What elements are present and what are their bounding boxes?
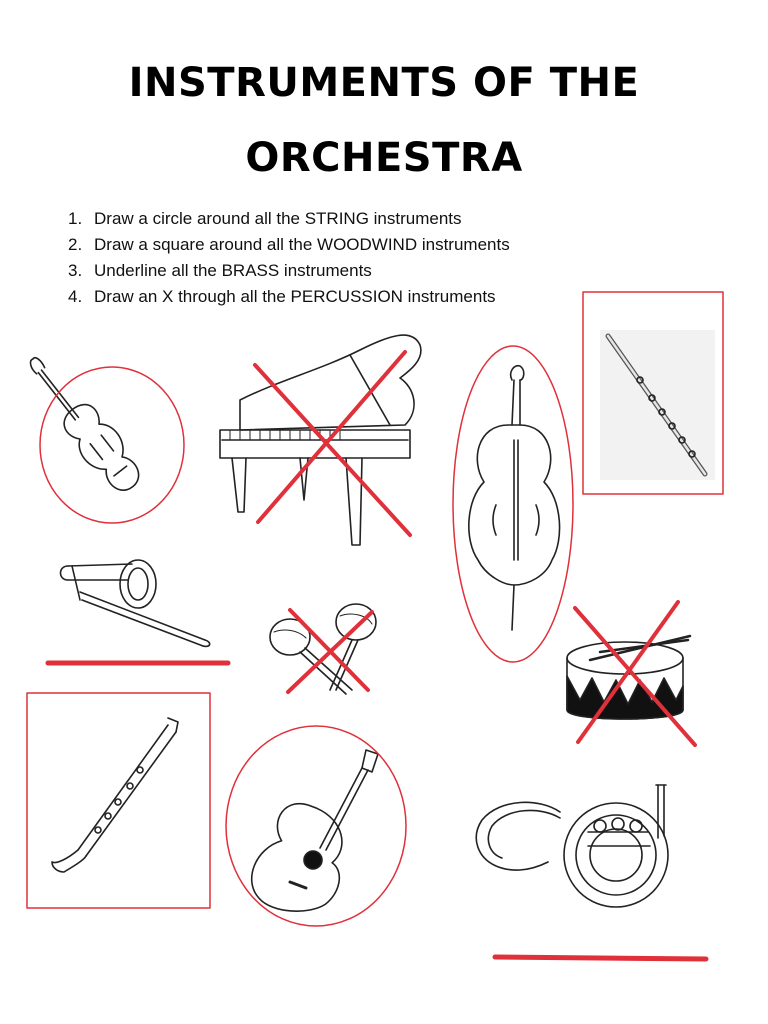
instruction-item: 4. Draw an X through all the PERCUSSION instruments	[68, 287, 496, 306]
page-title-line-2: ORCHESTRA	[245, 135, 523, 181]
page-title-line-1: INSTRUMENTS OF THE	[128, 60, 640, 106]
instruction-item: 1. Draw a circle around all the STRING instruments	[68, 209, 462, 228]
instruction-item: 2. Draw a square around all the WOODWIND instruments	[68, 235, 510, 254]
clarinet-drawing	[52, 718, 178, 872]
woodwind-square-mark	[27, 693, 210, 908]
snare-drum-drawing	[567, 636, 690, 719]
percussion-x-mark	[255, 352, 410, 535]
instruction-item: 3. Underline all the BRASS instruments	[68, 261, 372, 280]
string-circle-mark	[226, 726, 406, 926]
brass-underline-mark	[495, 957, 706, 959]
french-horn-drawing	[476, 785, 668, 907]
double-bass-drawing	[469, 366, 560, 630]
percussion-x-mark	[575, 602, 695, 745]
trombone-drawing	[61, 560, 210, 646]
string-circle-mark	[40, 367, 184, 523]
guitar-drawing	[246, 750, 378, 920]
